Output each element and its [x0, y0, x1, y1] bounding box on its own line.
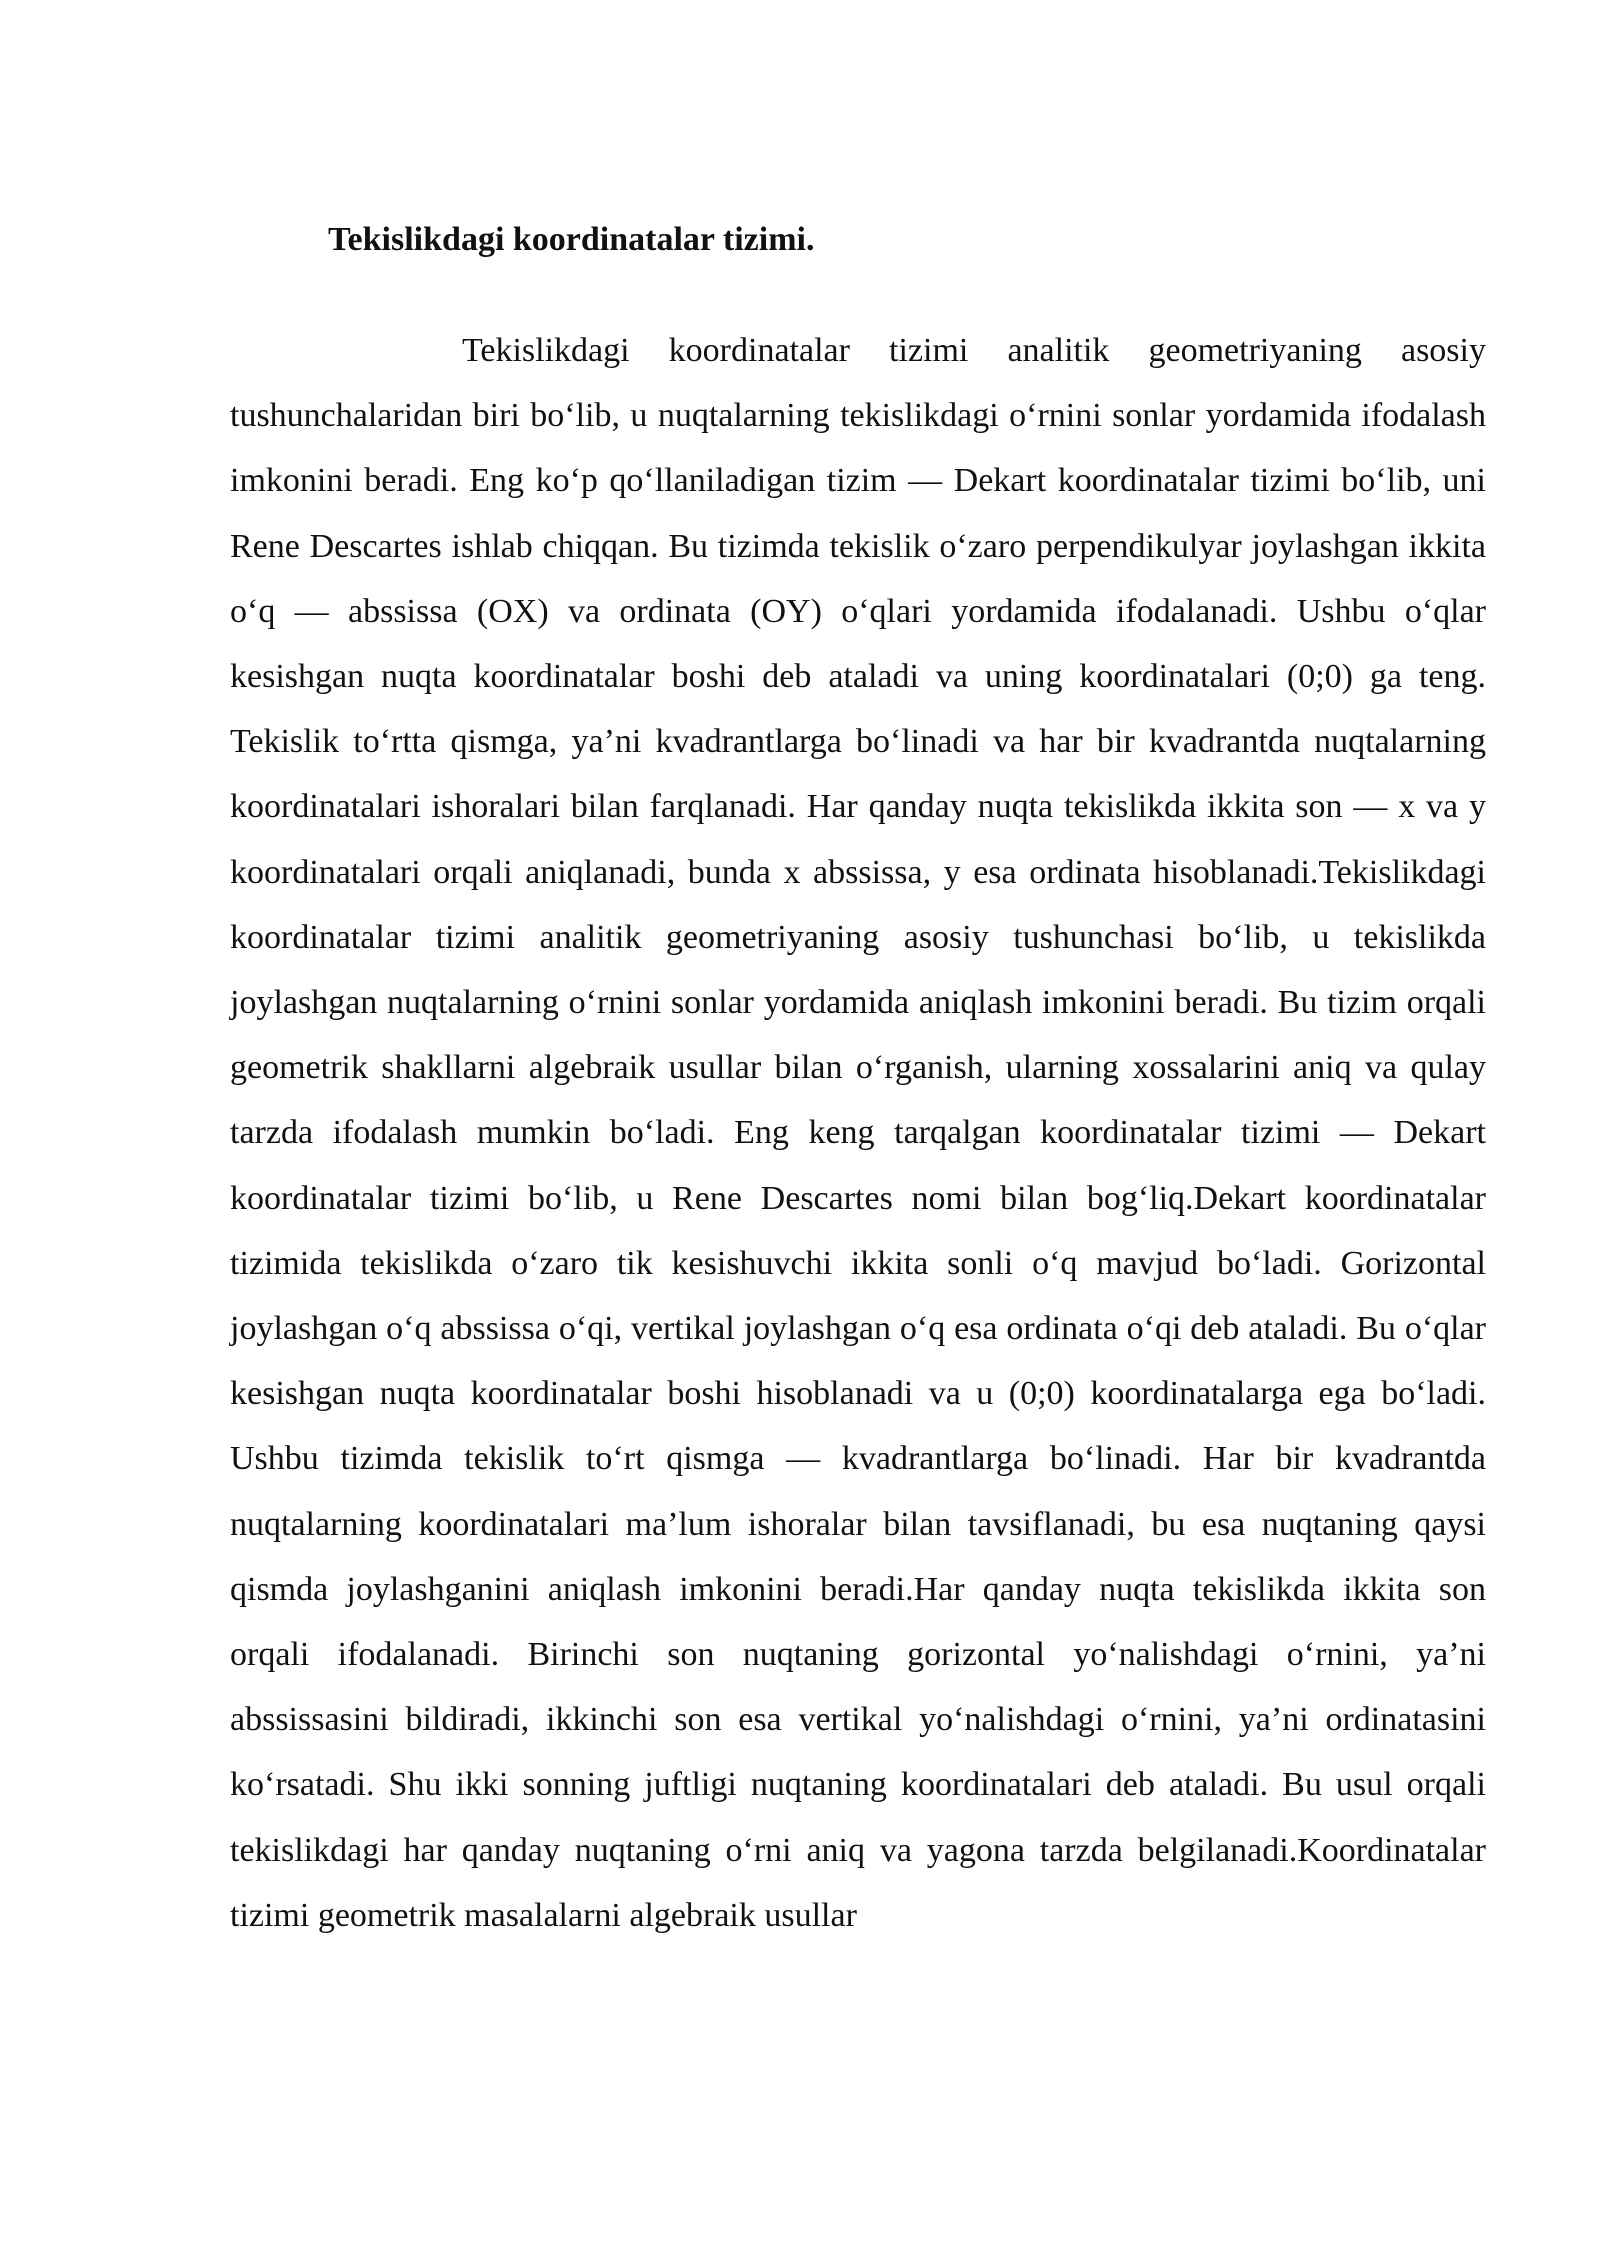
body-paragraph: Tekislikdagi koordinatalar tizimi analitik geometriyaning asosiy tushunchalaridan biri bo‘lib, u nuqtalarning tekislikdagi o‘rnini sonlar yordamida ifodalash imkonini beradi. Eng ko‘p qo‘llaniladigan tizim — Dekart koordinatalar tizimi bo‘lib, uni Rene Descartes ishlab chiqqan. Bu tizimda tekislik o‘zaro perpendikulyar joylashgan ikkita o‘q — abssissa (OX) va ordinata (OY) o‘qlari yordamida ifodalanadi. Ushbu o‘qlar kesishgan nuqta koordinatalar boshi deb ataladi va uning koordinatalari (0;0) ga teng. Tekislik to‘rtta qismga, ya’ni kvadrantlarga bo‘linadi va har bir kvadrantda nuqtalarning koordinatalari ishoralari bilan farqlanadi. Har qanday nuqta tekislikda ikkita son — x va y koordinatalari orqali aniqlanadi, bunda x abssissa, y esa ordinata hisoblanadi.Tekislikdagi koordinatalar tizimi analitik geometriyaning asosiy tushunchasi bo‘lib, u tekislikda joylashgan nuqtalarning o‘rnini sonlar yordamida aniqlash imkonini beradi. Bu tizim orqali geometrik shakllarni algebraik usullar bilan o‘rganish, ularning xossalarini aniq va qulay tarzda ifodalash mumkin bo‘ladi. Eng keng tarqalgan koordinatalar tizimi — Dekart koordinatalar tizimi bo‘lib, u Rene Descartes nomi bilan bog‘liq.Dekart koordinatalar tizimida tekislikda o‘zaro tik kesishuvchi ikkita sonli o‘q mavjud bo‘ladi. Gorizontal joylashgan o‘q abssissa o‘qi, vertikal joylashgan o‘q esa ordinata o‘qi deb ataladi. Bu o‘qlar kesishgan nuqta koordinatalar boshi hisoblanadi va u (0;0) koordinatalarga ega bo‘ladi. Ushbu tizimda tekislik to‘rt qismga — kvadrantlarga bo‘linadi. Har bir kvadrantda nuqtalarning koordinatalari ma’lum ishoralar bilan tavsiflanadi, bu esa nuqtaning qaysi qismda joylashganini aniqlash imkonini beradi.Har qanday nuqta tekislikda ikkita son orqali ifodalanadi. Birinchi son nuqtaning gorizontal yo‘nalishdagi o‘rnini, ya’ni abssissasini bildiradi, ikkinchi son esa vertikal yo‘nalishdagi o‘rnini, ya’ni ordinatasini ko‘rsatadi. Shu ikki sonning juftligi nuqtaning koordinatalari deb ataladi. Bu usul orqali tekislikdagi har qanday nuqtaning o‘rni aniq va yagona tarzda belgilanadi.Koordinatalar tizimi geometrik masalalarni algebraik usullar — [230, 332, 1486, 1934]
document-title: Tekislikdagi koordinatalar tizimi. — [328, 221, 815, 258]
